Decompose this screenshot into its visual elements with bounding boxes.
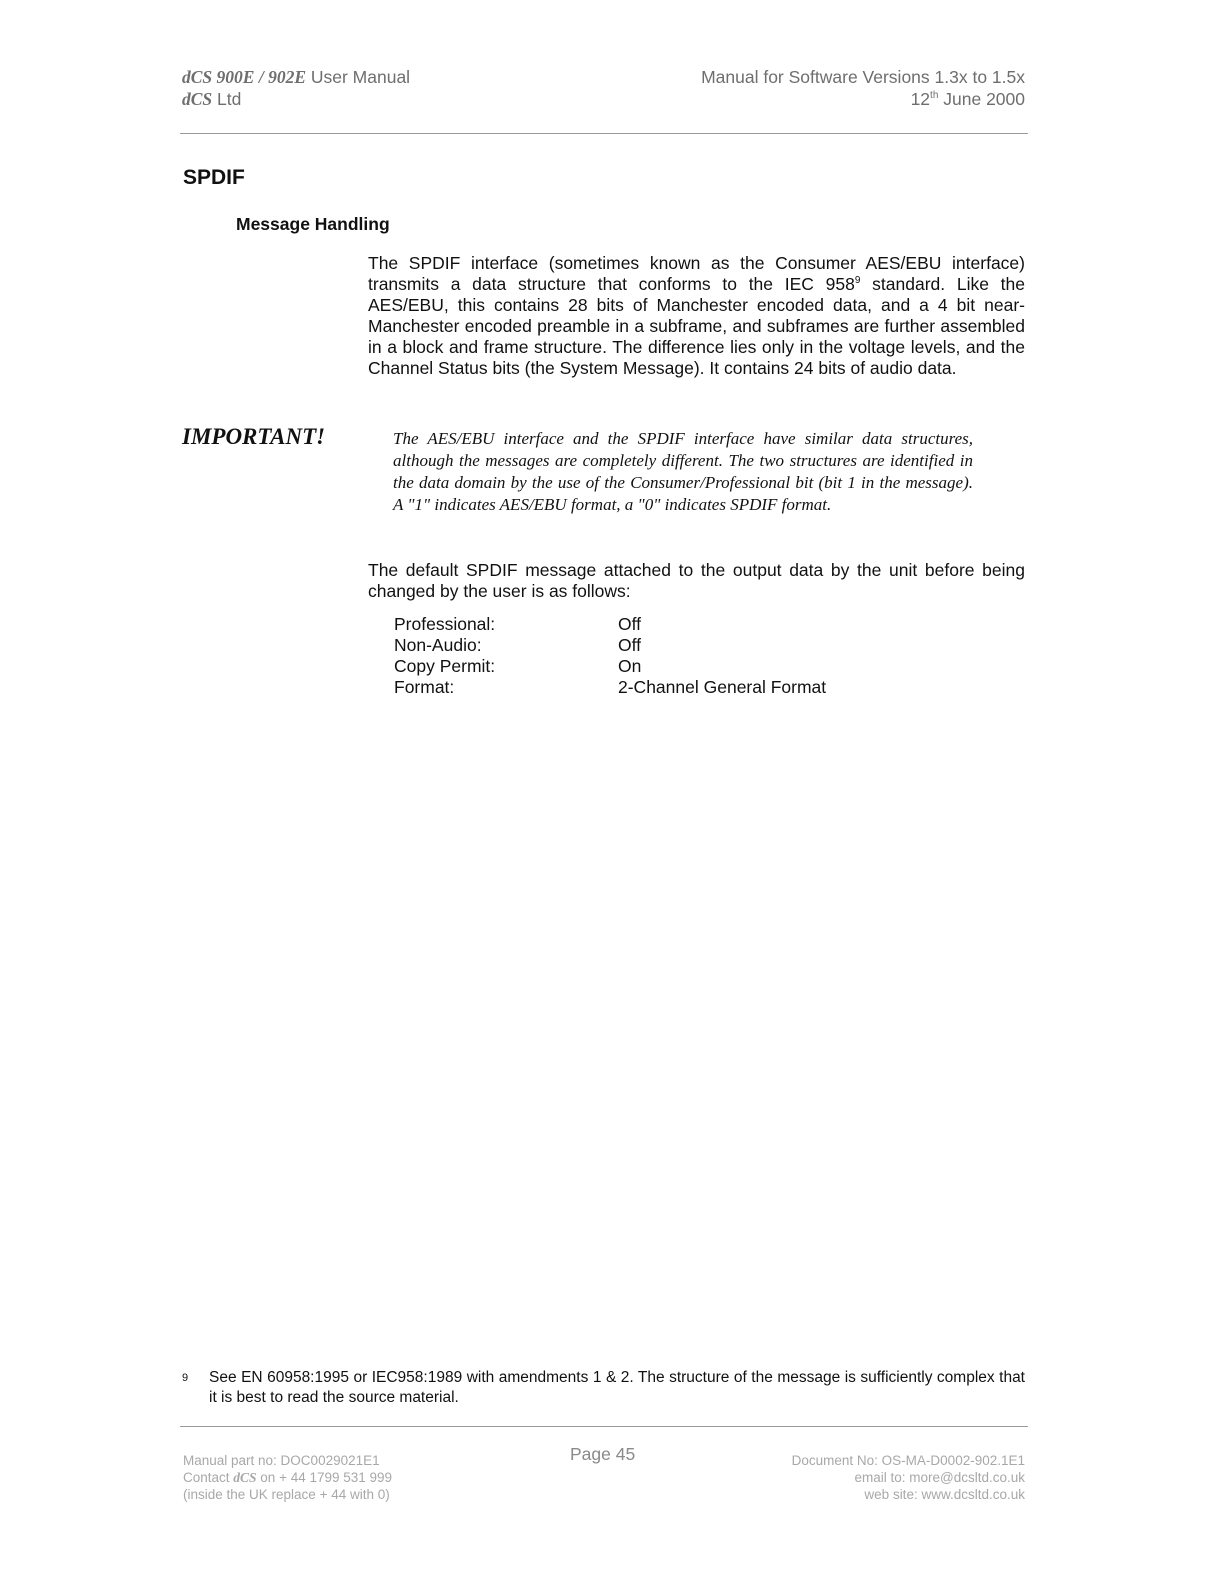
footnote	[182, 1368, 1025, 1408]
footer-right	[792, 1452, 1025, 1503]
page-number: Page 45	[570, 1444, 636, 1464]
settings-row	[394, 614, 826, 635]
footer-contact-prefix: Contact	[183, 1470, 234, 1485]
footer-document-number: Document No: OS-MA-D0002-902.1E1	[791, 1453, 1025, 1468]
header-date	[701, 88, 1025, 110]
header-left	[182, 66, 410, 110]
setting-key: Professional:	[394, 614, 496, 634]
setting-value: On	[618, 656, 642, 676]
settings-row	[394, 656, 826, 677]
header-date-rest: June 2000	[938, 89, 1025, 109]
header-date-day: 12	[910, 89, 931, 109]
settings-row	[394, 635, 826, 656]
setting-key: Format:	[394, 677, 455, 697]
header-company-suffix: Ltd	[212, 89, 242, 109]
header-brand-product: dCS 900E / 902E	[182, 67, 306, 87]
footer-uk-note: (inside the UK replace + 44 with 0)	[183, 1487, 390, 1502]
intro-paragraph-part1: The SPDIF interface (sometimes known as the Consumer AES/EBU interface) transmits a data structure that conforms to the IEC 958	[368, 253, 1025, 294]
setting-key: Copy Permit:	[394, 656, 496, 676]
footnote-reference[interactable]: 9	[854, 275, 861, 287]
header-divider	[180, 133, 1028, 134]
header-product-line	[182, 66, 410, 88]
intro-paragraph	[368, 253, 1025, 379]
header-brand-company: dCS	[182, 89, 213, 109]
footer-contact-brand: dCS	[233, 1470, 257, 1485]
footnote-number: 9	[182, 1372, 189, 1384]
default-settings-list	[394, 614, 826, 698]
footer-divider	[180, 1426, 1028, 1427]
footer-contact	[183, 1469, 392, 1486]
setting-value: 2-Channel General Format	[618, 677, 827, 697]
important-note: The AES/EBU interface and the SPDIF interface have similar data structures, although the messages are completely different. The two structures are identified in the data domain by the use of the Consumer/Professional bit (bit 1 in the message). A "1" indicates AES/EBU format, a "0" indicates SPDIF format.	[393, 429, 973, 514]
section-title: SPDIF	[183, 166, 245, 189]
setting-value: Off	[618, 635, 642, 655]
header-manual-label: User Manual	[306, 67, 411, 87]
footnote-text: See EN 60958:1995 or IEC958:1989 with amendments 1 & 2. The structure of the message is sufficiently complex that it is best to read the source material.	[209, 1369, 1025, 1406]
setting-value: Off	[618, 614, 642, 634]
footer-email-link[interactable]: email to: more@dcsltd.co.uk	[854, 1470, 1025, 1485]
footer-left	[183, 1452, 392, 1503]
subsection-title: Message Handling	[236, 214, 390, 234]
default-message-paragraph: The default SPDIF message attached to the output data by the unit before being changed by the user is as follows:	[368, 560, 1025, 601]
header-date-ordinal: th	[930, 90, 939, 102]
footer-contact-phone[interactable]: on + 44 1799 531 999	[256, 1470, 393, 1485]
important-label: IMPORTANT!	[182, 424, 326, 449]
header-company-line	[182, 88, 410, 110]
header-right	[701, 66, 1025, 110]
footer-part-number: Manual part no: DOC0029021E1	[183, 1453, 380, 1468]
intro-paragraph-part2: standard. Like the AES/EBU, this contains 28 bits of Manchester encoded data, and a 4 bit near-Manchester encoded preamble in a subframe, and subframes are further assembled in a block and frame structure. The difference lies only in the voltage levels, and the Channel Status bits (the System Message). It contains 24 bits of audio data.	[368, 274, 1026, 378]
header-software-versions: Manual for Software Versions 1.3x to 1.5x	[701, 67, 1025, 87]
footer-website-link[interactable]: web site: www.dcsltd.co.uk	[864, 1487, 1025, 1502]
settings-row	[394, 677, 826, 698]
setting-key: Non-Audio:	[394, 635, 482, 655]
